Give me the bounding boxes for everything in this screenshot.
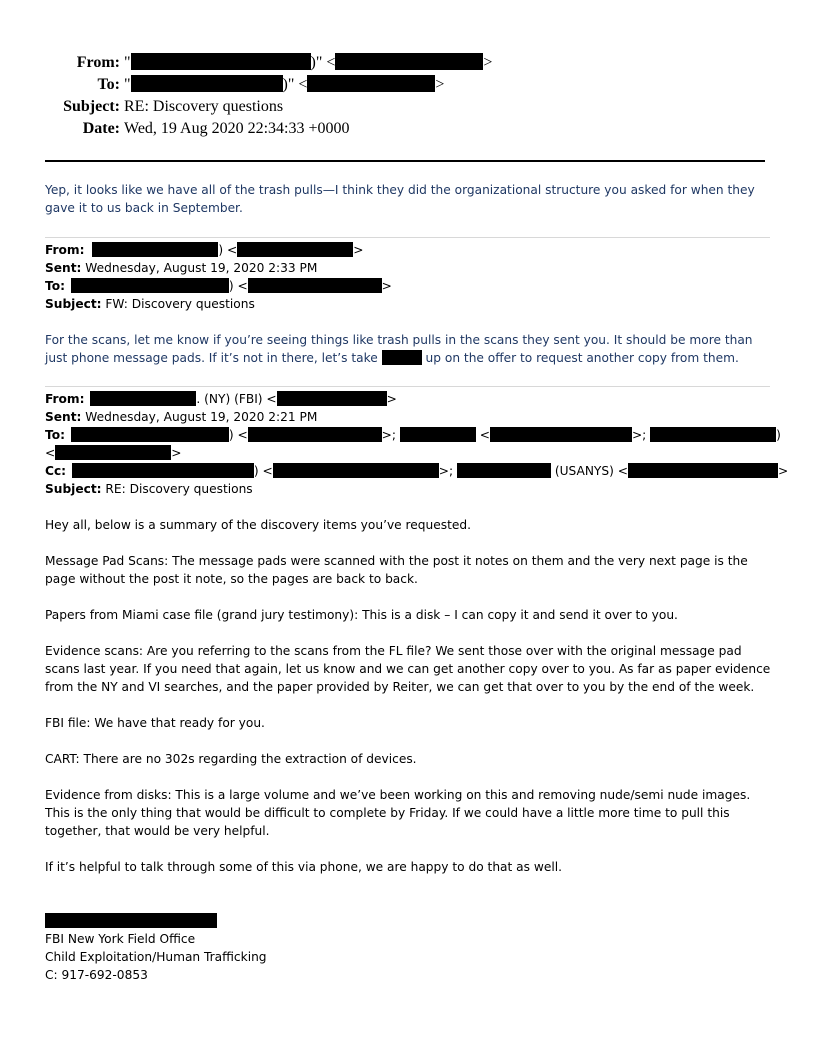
body-paragraph: Message Pad Scans: The message pads were scanned with the post it notes on them and the very next page is the page without the post it note, so the pages are back to back. <box>45 554 748 586</box>
msg2-from-label: From: <box>45 243 85 257</box>
redaction <box>131 53 311 70</box>
redaction <box>400 427 476 442</box>
body-paragraph: Hey all, below is a summary of the discovery items you’ve requested. <box>45 518 471 532</box>
header-to-row: To: " )" < > <box>0 75 520 95</box>
redaction <box>131 75 283 92</box>
redaction <box>307 75 435 92</box>
redaction <box>71 278 229 293</box>
msg2-sent-value: Wednesday, August 19, 2020 2:33 PM <box>85 261 318 275</box>
redaction <box>248 427 382 442</box>
msg3-to-row: To: ) < >; < >; ) <box>45 428 781 442</box>
redaction <box>335 53 483 70</box>
header-date-value: Wed, 19 Aug 2020 22:34:33 +0000 <box>124 120 350 137</box>
msg2-subject-label: Subject: <box>45 297 102 311</box>
msg3-cc-mid: (USANYS) < <box>554 464 628 478</box>
msg2-to-label: To: <box>45 279 65 293</box>
redaction <box>71 427 229 442</box>
signature-phone: C: 917-692-0853 <box>45 968 148 982</box>
redaction <box>650 427 776 442</box>
msg3-subject-value: RE: Discovery questions <box>105 482 253 496</box>
msg3-to-row-cont: < > <box>45 446 182 460</box>
header-from-label: From: <box>76 54 120 71</box>
redaction <box>237 242 353 257</box>
signature-name-redaction <box>45 913 217 928</box>
reply-body <box>45 181 773 217</box>
msg3-from-label: From: <box>45 392 85 406</box>
redaction <box>277 391 387 406</box>
msg2-from-row: From: ) < > <box>45 243 364 257</box>
reply-text: Yep, it looks like we have all of the trash pulls—I think they did the organizational structure you asked for when they gave it to us back in September. <box>45 183 755 215</box>
header-subject-label: Subject: <box>63 98 120 115</box>
msg3-sent-row <box>45 408 317 426</box>
msg2-to-row: To: ) < > <box>45 279 392 293</box>
msg3-subject-row <box>45 480 253 498</box>
msg3-from-row: From: . (NY) (FBI) < > <box>45 392 397 406</box>
msg3-sent-value: Wednesday, August 19, 2020 2:21 PM <box>85 410 318 424</box>
header-divider <box>45 160 765 162</box>
signature-office: FBI New York Field Office <box>45 932 196 946</box>
msg2-body-part1: For the scans, let me know if you’re seeing things like trash pulls in the scans they sent you. It should be more than just phone message pads. If it’s not in there, let’s take <box>45 333 753 365</box>
msg2-sent-label: Sent: <box>45 261 82 275</box>
msg2-body <box>45 331 775 367</box>
body-paragraph: FBI file: We have that ready for you. <box>45 716 265 730</box>
msg3-from-suffix: . (NY) (FBI) < <box>196 392 277 406</box>
redaction <box>248 278 382 293</box>
separator <box>45 386 770 387</box>
msg3-to-label: To: <box>45 428 65 442</box>
redaction <box>273 463 439 478</box>
msg3-sent-label: Sent: <box>45 410 82 424</box>
header-subject-row <box>0 97 520 117</box>
redaction <box>490 427 632 442</box>
body-paragraph: CART: There are no 302s regarding the extraction of devices. <box>45 752 417 766</box>
body-paragraph: Evidence from disks: This is a large volume and we’ve been working on this and removing nude/semi nude images. This is the only thing that would be difficult to complete by Friday. If we could have a little more time to pull this together, that would be very helpful. <box>45 788 751 838</box>
redaction <box>382 350 422 365</box>
msg3-cc-row: Cc: ) < >; (USANYS) < > <box>45 464 789 478</box>
redaction <box>457 463 551 478</box>
separator <box>45 237 770 238</box>
redaction <box>628 463 778 478</box>
body-paragraph: Evidence scans: Are you referring to the scans from the FL file? We sent those over with the original message pad scans last year. If you need that again, let us know and we can get another copy over to you. As far as paper evidence from the NY and VI searches, and the paper provided by Reiter, we can get that over to you by the end of the week. <box>45 644 771 694</box>
msg2-subject-row <box>45 295 255 313</box>
header-date-row <box>0 119 520 139</box>
msg2-body-part2: up on the offer to request another copy from them. <box>425 351 739 365</box>
redaction <box>90 391 196 406</box>
msg3-cc-label: Cc: <box>45 464 67 478</box>
body-paragraph: Papers from Miami case file (grand jury testimony): This is a disk – I can copy it and send it over to you. <box>45 608 678 622</box>
redaction <box>92 242 218 257</box>
signature-unit: Child Exploitation/Human Trafficking <box>45 950 267 964</box>
body-paragraph: If it’s helpful to talk through some of this via phone, we are happy to do that as well. <box>45 860 562 874</box>
redaction <box>55 445 171 460</box>
header-from-row: From: " )" < > <box>0 53 520 73</box>
header-subject-value: RE: Discovery questions <box>124 98 284 115</box>
msg3-subject-label: Subject: <box>45 482 102 496</box>
header-date-label: Date: <box>82 120 120 137</box>
msg2-subject-value: FW: Discovery questions <box>105 297 255 311</box>
header-to-label: To: <box>97 76 120 93</box>
msg2-sent-row <box>45 259 317 277</box>
redaction <box>72 463 254 478</box>
